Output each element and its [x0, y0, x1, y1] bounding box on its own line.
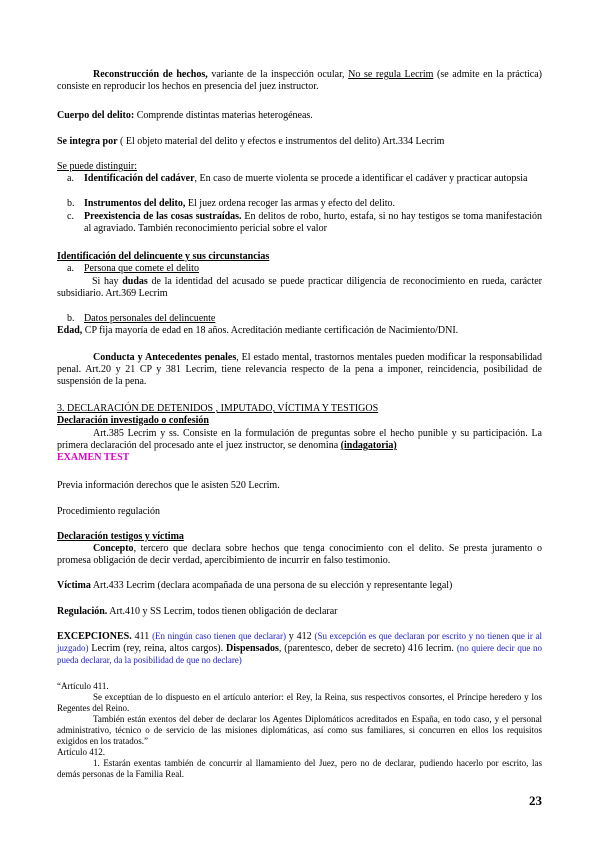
page-number: 23 [529, 793, 542, 808]
text: El juez ordena recoger las armas y efecto del delito. [185, 198, 396, 209]
list-marker: b. [67, 313, 75, 324]
text: Lecrim (rey, reina, altos cargos). [88, 643, 227, 654]
term: Identificación del cadáver [84, 173, 195, 184]
text: Art.385 Lecrim y ss. Consiste en la formulación de preguntas sobre el hecho punible y su participación. La primera declaración del procesado ante el juez instructor, se denomina [57, 428, 542, 451]
list-item [57, 211, 542, 235]
heading-testigos [57, 531, 542, 543]
quote-art411-p1: Se exceptúan de lo dispuesto en el artículo anterior: el Rey, la Reina, sus respectivos consortes, el Príncipe heredero y los Regentes del Reino. [57, 692, 542, 713]
text: Comprende distintas materias heterogéneas. [134, 110, 313, 121]
paragraph-previa: Previa información derechos que le asisten 520 Lecrim. [57, 480, 280, 491]
heading-declaracion [57, 415, 542, 427]
note-blue: (En ningún caso tienen que declarar) [152, 631, 286, 641]
text: Art.433 Lecrim (declara acompañada de una persona de su elección y representante legal) [90, 580, 453, 591]
paragraph-excepciones [57, 631, 542, 667]
quote-art411-p2: También están exentos del deber de declarar los Agentes Diplomáticos acreditados en España, en todo caso, y el personal administrativo, técnico o de servicio de las misiones diplomáticas, así como sus familiares, si concurren en ellos los requisitos exigidos en los tratados.” [57, 714, 542, 746]
quote-art412-title: Artículo 412. [57, 747, 105, 757]
text: y 412 [285, 631, 315, 642]
text: Persona que comete el delito [84, 263, 199, 274]
paragraph-reconstruccion [57, 69, 542, 93]
heading-text: Declaración investigado o confesión [57, 415, 209, 426]
term: Edad, [57, 325, 83, 336]
text: ( El objeto material del delito y efectos e instrumentos del delito) Art.334 Lecrim [117, 136, 445, 147]
section-heading: 3. DECLARACIÓN DE DETENIDOS , IMPUTADO, VÍCTIMA Y TESTIGOS [57, 403, 379, 414]
heading-text: Declaración testigos y víctima [57, 531, 184, 542]
list-marker: b. [67, 198, 75, 209]
list-item [57, 198, 542, 210]
term: EXCEPCIONES. [57, 631, 132, 642]
quote-art412-p1: 1. Estarán exentas también de concurrir al llamamiento del Juez, pero no de declarar, pudiendo hacerlo por escrito, las demás personas de la Familia Real. [57, 758, 542, 779]
term: dudas [122, 276, 148, 287]
text: Si hay [92, 276, 123, 287]
exam-tag: EXAMEN TEST [57, 452, 130, 463]
note-blue: (Su excepción es que declaran por escrito y no tienen que ir al juzgado) [57, 631, 542, 653]
list-item [57, 173, 542, 185]
list-item [57, 263, 542, 275]
term: Víctima [57, 580, 91, 591]
list-marker: a. [67, 263, 74, 274]
text: CP fija mayoría de edad en 18 años. Acreditación mediante certificación de Nacimiento/DNI. [82, 325, 459, 336]
subheading-distinguir: Se puede distinguir: [57, 161, 137, 172]
heading-text: Identificación del delincuente y sus circunstancias [57, 251, 270, 262]
term: Concepto [93, 543, 134, 554]
term-cuerpo-delito: Cuerpo del delito: [57, 110, 135, 121]
note-blue: (no quiere decir que no pueda declarar, da la posibilidad de que no declare) [57, 643, 543, 665]
text: variante de la inspección ocular, [207, 69, 349, 80]
paragraph-edad [57, 325, 542, 337]
list-marker: c. [67, 211, 74, 222]
text-underlined: No se regula Lecrim [348, 69, 434, 80]
term: Dispensados [226, 643, 279, 654]
paragraph-cuerpo-delito [57, 110, 542, 122]
text: Datos personales del delincuente [84, 313, 216, 324]
paragraph-concepto [57, 543, 542, 567]
paragraph-procedimiento: Procedimiento regulación [57, 506, 161, 517]
term: Regulación. [57, 606, 108, 617]
text: Art.410 y SS Lecrim, todos tienen obligación de declarar [107, 606, 338, 617]
paragraph-se-integra [57, 136, 542, 148]
quote-art411-title: “Artículo 411. [57, 681, 109, 691]
text: , En caso de muerte violenta se procede a identificar el cadáver y practicar autopsia [194, 173, 528, 184]
term: Instrumentos del delito, [84, 198, 186, 209]
term: Conducta y Antecedentes penales [93, 352, 237, 363]
text: , tercero que declara sobre hechos que tenga conocimiento con el delito. Se presta juramento o promesa obligación de decir verdad, apercibimiento de incurrir en falso testimonio. [57, 543, 542, 566]
text: En delitos de robo, hurto, estafa, si no hay testigos se toma manifestación al agraviado. También reconocimiento pericial sobre el valor [84, 211, 543, 234]
text: , (parentesco, deber de secreto) 416 lecrim. [278, 643, 457, 654]
list-item [57, 313, 542, 325]
list-marker: a. [67, 173, 74, 184]
term-reconstruccion: Reconstrucción de hechos, [93, 69, 208, 80]
paragraph-dudas [57, 276, 542, 300]
text: 411 [131, 631, 153, 642]
text: , El estado mental, trastornos mentales pueden modificar la responsabilidad penal. Art.20 y 21 CP y 381 Lecrim, tiene relevancia respecto de la pena a imponer, reincidencia, posibilidad de suspensión de la pena. [57, 352, 542, 387]
term: (indagatoria) [340, 440, 397, 451]
text: de la identidad del acusado se puede practicar diligencia de reconocimiento en rueda, carácter subsidiario. Art.369 Lecrim [57, 276, 543, 299]
heading-identificacion [57, 251, 542, 263]
text: (se admite en la práctica) consiste en reproducir los hechos en presencia del juez instructor. [57, 69, 542, 92]
term: Preexistencia de las cosas sustraídas. [84, 211, 242, 222]
paragraph-victima [57, 580, 542, 592]
paragraph-regulacion [57, 606, 542, 618]
paragraph-conducta [57, 352, 542, 388]
term-se-integra: Se integra por [57, 136, 118, 147]
paragraph-declaracion [57, 428, 542, 452]
